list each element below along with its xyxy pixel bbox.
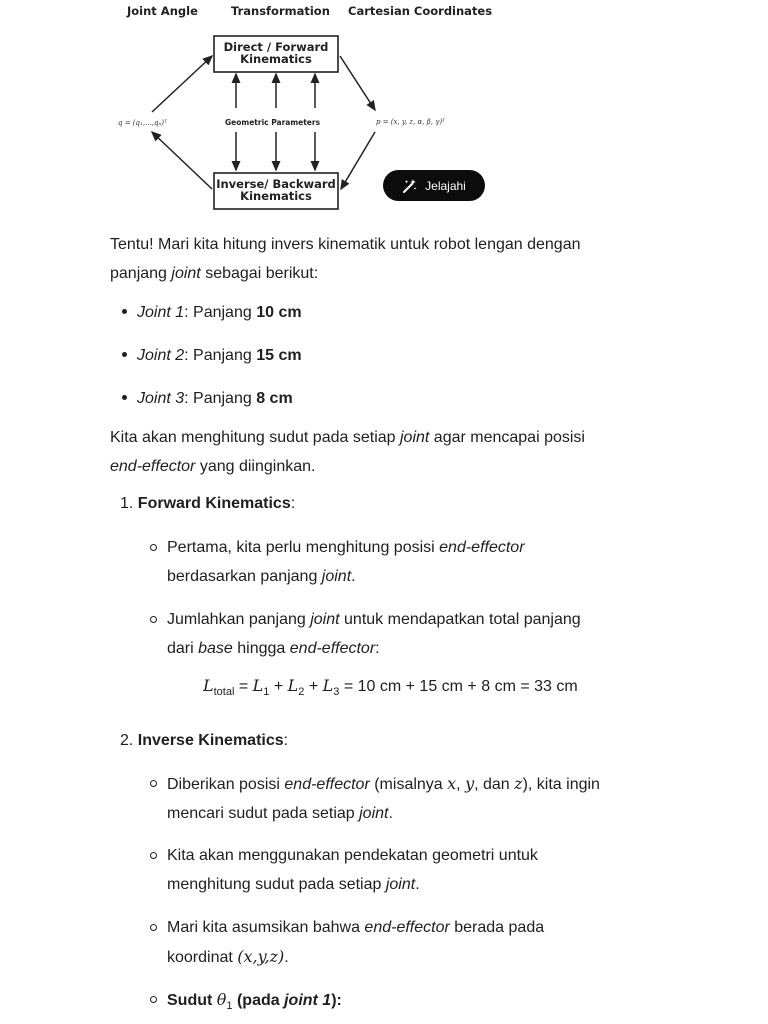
list-item: Joint 2: Panjang 15 cm [122,344,302,368]
explore-button-label: Jelajahi [425,178,466,193]
forward-step-text-1: Pertama, kita perlu menghitung posisi end-effector berdasarkan panjang joint. [167,539,525,585]
header-joint-angle: Joint Angle [127,4,198,18]
circle-bullet [150,996,157,1003]
forward-step-text-2: Jumlahkan panjang joint untuk mendapatkan total panjang dari base hingga end-effector: [167,611,581,657]
circle-bullet [150,544,157,551]
list-item [150,533,660,591]
list-item: Joint 3: Panjang 8 cm [122,387,293,411]
joint-vector-formula: q = (q₁,...,qₙ)ᵀ [118,119,167,127]
inverse-step-text-1: Diberikan posisi end-effector (misalnya x, y, dan z), kita ingin mencari sudut pada setiap joint. [167,774,600,822]
list-item [150,985,660,1021]
intro-paragraph [110,230,670,288]
goal-paragraph [110,423,670,481]
circle-bullet [150,780,157,787]
list-item [150,769,660,828]
header-cartesian: Cartesian Coordinates [348,4,493,18]
intro-line1: Tentu! Mari kita hitung invers kinematik untuk robot lengan dengan [110,236,581,253]
header-transformation: Transformation [231,4,330,18]
goal-line2: end-effector yang diinginkan. [110,458,316,475]
list-item: Joint 1: Panjang 10 cm [122,301,302,325]
geometric-parameters-label: Geometric Parameters [225,118,321,127]
theta1-heading: Sudut $\theta_1$ (pada joint 1): [167,990,342,1013]
forward-kinematics-line1: Direct / Forward [223,40,329,54]
list-item [150,913,660,972]
bullet-dot [122,309,127,314]
circle-bullet [150,924,157,931]
circle-bullet [150,616,157,623]
inverse-kinematics-line2: Kinematics [240,189,312,203]
forward-kinematics-line2: Kinematics [240,52,312,66]
bullet-dot [122,352,127,357]
list-item [150,605,660,663]
bullet-dot [122,395,127,400]
inverse-step-text-2: Kita akan menggunakan pendekatan geometri untuk menghitung sudut pada setiap joint. [167,847,538,893]
forward-kinematics-label [214,41,338,65]
inverse-kinematics-line1: Inverse/ Backward [216,177,336,191]
explore-button[interactable] [383,170,485,201]
step-inverse-kinematics: 2. Inverse Kinematics: [120,732,289,749]
list-item [150,841,660,899]
intro-line2: panjang joint sebagai berikut: [110,265,319,282]
magic-wand-icon [402,178,418,194]
cartesian-vector-formula: p = (x, y, z, α, β, γ)ᵀ [376,118,446,126]
inverse-kinematics-label [214,178,338,202]
total-length-equation: $L_{total} = L_1 + L_2 + L_3 = 10$ cm + 15 cm + 8 cm = 33 cm [203,676,578,699]
step-forward-kinematics: 1. Forward Kinematics: [120,495,296,512]
circle-bullet [150,852,157,859]
inverse-step-text-3: Mari kita asumsikan bahwa end-effector berada pada koordinat (x,y,z). [167,919,545,966]
goal-line1: Kita akan menghitung sudut pada setiap joint agar mencapai posisi [110,429,585,446]
